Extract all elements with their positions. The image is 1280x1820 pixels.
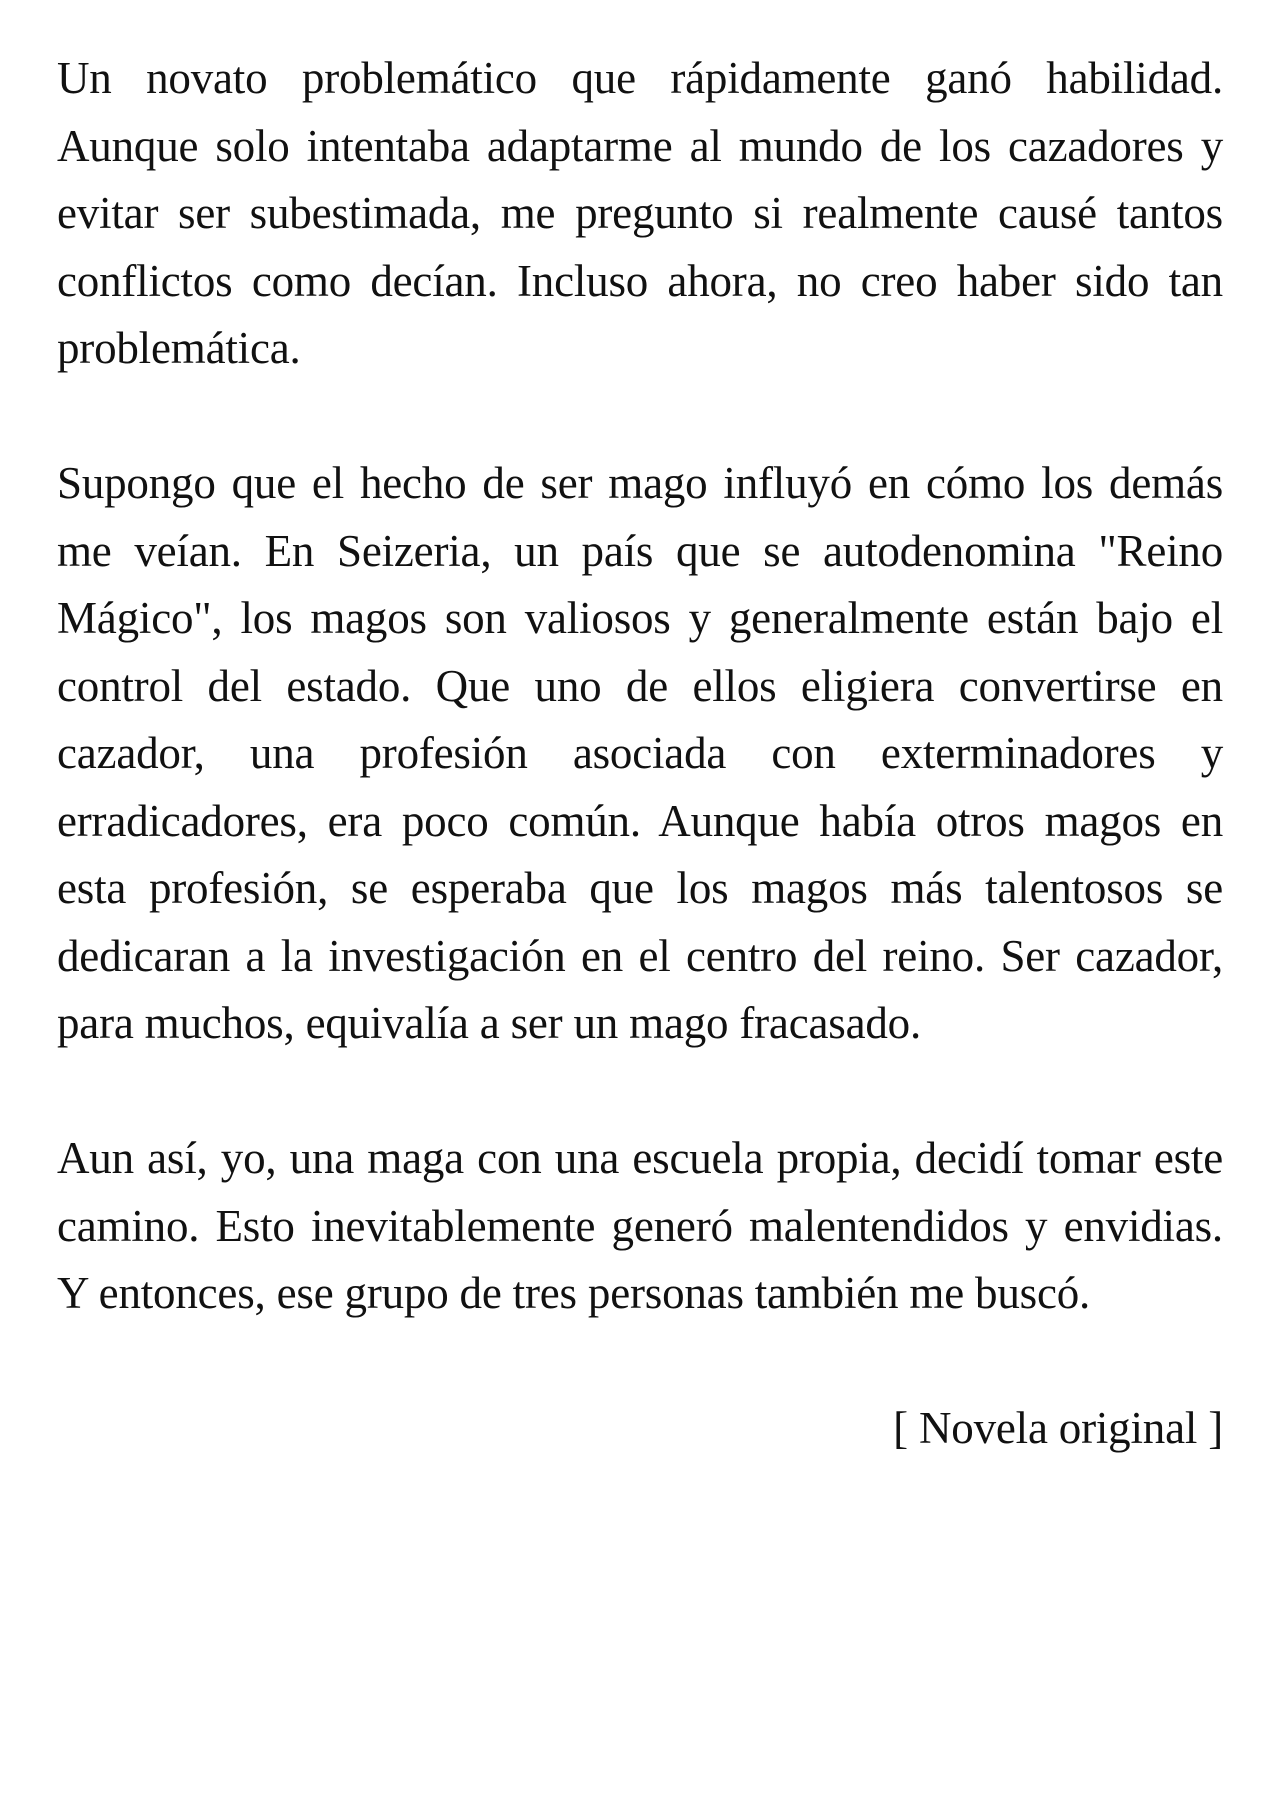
source-note: [ Novela original ] xyxy=(893,1402,1223,1453)
paragraph-1: Un novato problemático que rápidamente ganó habilidad. Aunque solo intentaba adaptarme al mundo de los cazadores y evitar ser subestimada, me pregunto si realmente causé tantos conflictos como decían. Incluso ahora, no creo haber sido tan problemática. xyxy=(57,53,1223,373)
paragraph-3: Aun así, yo, una maga con una escuela propia, decidí tomar este camino. Esto inevitablemente generó malentendidos y envidias. Y entonces, ese grupo de tres personas también me buscó. xyxy=(57,1133,1223,1318)
paragraph-2: Supongo que el hecho de ser mago influyó en cómo los demás me veían. En Seizeria, un país que se autodenomina "Reino Mágico", los magos son valiosos y generalmente están bajo el control del estado. Que uno de ellos eligiera convertirse en cazador, una profesión asociada con exterminadores y erradicadores, era poco común. Aunque había otros magos en esta profesión, se esperaba que los magos más talentosos se dedicaran a la investigación en el centro del reino. Ser cazador, para muchos, equivalía a ser un mago fracasado. xyxy=(57,458,1223,1048)
